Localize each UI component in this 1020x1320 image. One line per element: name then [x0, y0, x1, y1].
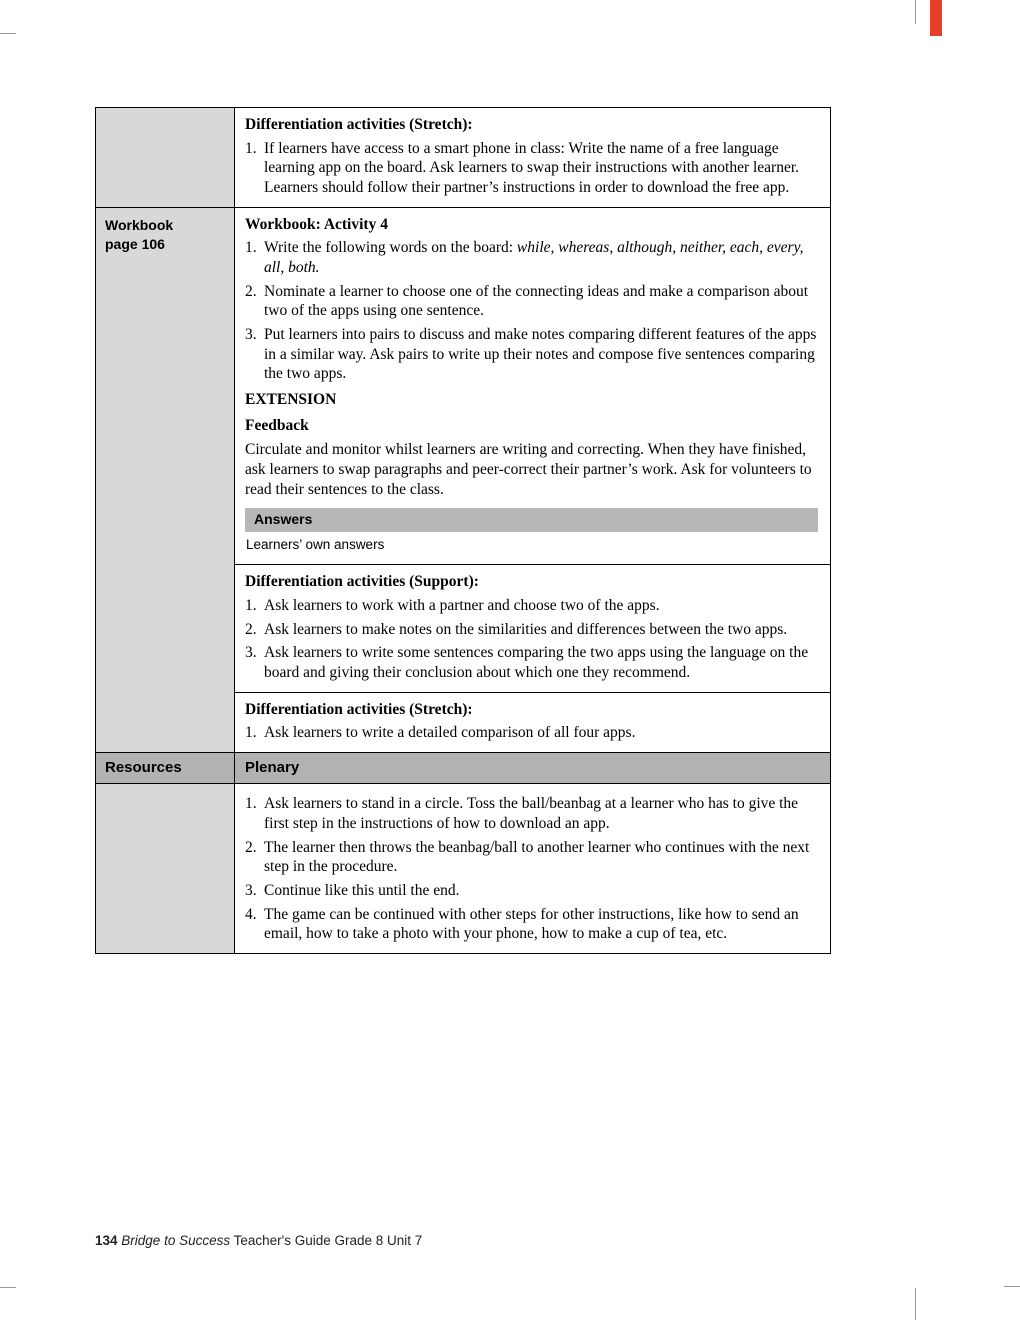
row-section-headers — [96, 752, 830, 783]
feedback-label: Feedback — [245, 416, 309, 434]
activity-main-block — [235, 208, 830, 565]
stretch-top-list — [245, 139, 820, 198]
plenary-list — [245, 794, 820, 944]
list-item: Continue like this until the end. — [264, 881, 460, 899]
crop-mark-bottom-right — [915, 1288, 916, 1320]
row-workbook-activity — [96, 207, 830, 752]
stretch-top-heading: Differentiation activities (Stretch): — [245, 116, 473, 133]
resources-header: Resources — [96, 753, 235, 783]
workbook-activity-cell — [235, 208, 830, 752]
workbook-label-line2: page 106 — [105, 235, 165, 252]
list-item: Put learners into pairs to discuss and make notes comparing different features of the apps in a similar way. Ask pairs to write up their notes and compose five sentences comparing the two apps. — [264, 326, 817, 383]
plenary-header: Plenary — [245, 759, 300, 777]
activity-heading: Workbook: Activity 4 — [245, 215, 388, 233]
support-block — [235, 564, 830, 691]
list-item — [245, 238, 820, 277]
crop-mark-bottom-left — [0, 1287, 16, 1288]
activity-list — [245, 238, 820, 384]
page-footer — [95, 1233, 422, 1248]
stretch-top-cell — [235, 108, 830, 207]
plenary-cell — [235, 784, 830, 953]
guide-title: Teacher's Guide Grade 8 Unit 7 — [233, 1233, 423, 1248]
answers-header-bar: Answers — [245, 508, 818, 532]
list-item: Nominate a learner to choose one of the connecting ideas and make a comparison about two of the apps using one sentence. — [264, 282, 809, 320]
print-color-bar — [930, 0, 942, 36]
crop-mark-bottom-right-h — [1004, 1286, 1020, 1287]
list-item: The game can be continued with other steps for other instructions, like how to send an email, how to take a photo with your phone, how to make a cup of tea, etc. — [264, 905, 799, 943]
support-list — [245, 596, 820, 683]
list-item: Ask learners to make notes on the similarities and differences between the two apps. — [264, 620, 788, 638]
row-plenary — [96, 783, 830, 953]
series-title: Bridge to Success — [121, 1233, 231, 1248]
activity-item1-prefix: Write the following words on the board: — [264, 239, 517, 257]
feedback-paragraph: Circulate and monitor whilst learners are writing and correcting. When they have finished, ask learners to swap paragraphs and peer-correct their partner’s work. Ask for volunteers to read their sentences to the class. — [245, 441, 812, 498]
list-item: Ask learners to write some sentences comparing the two apps using the language on the board and giving their conclusion about which one they recommend. — [264, 644, 809, 682]
list-item: Ask learners to work with a partner and choose two of the apps. — [264, 597, 660, 614]
stretch-bottom-block — [235, 692, 830, 752]
page-number: 134 — [95, 1233, 118, 1248]
support-heading: Differentiation activities (Support): — [245, 573, 479, 591]
list-item: Ask learners to stand in a circle. Toss the ball/beanbag at a learner who has to give the first step in the instructions of how to download an app. — [264, 795, 799, 832]
list-item: Ask learners to write a detailed comparison of all four apps. — [264, 724, 636, 742]
crop-mark-top-right — [915, 0, 916, 24]
workbook-label-line1: Workbook — [105, 216, 174, 233]
list-item: If learners have access to a smart phone in class: Write the name of a free language learning app on the board. Ask learners to swap their instructions with another learner. Learners should follow their partner’s instructions in order to download the free app. — [264, 139, 800, 197]
left-cell-empty-top — [96, 108, 235, 207]
row-differentiation-stretch-top — [96, 108, 830, 207]
activity-item1-words: while, whereas, although, neither, each, every, all, both. — [264, 239, 804, 277]
workbook-page-label — [96, 208, 235, 752]
extension-label: EXTENSION — [245, 391, 337, 409]
stretch-bottom-list — [245, 723, 820, 743]
stretch-bottom-heading: Differentiation activities (Stretch): — [245, 700, 473, 718]
list-item: The learner then throws the beanbag/ball to another learner who continues with the next step in the procedure. — [264, 838, 810, 876]
answers-text: Learners’ own answers — [246, 537, 385, 553]
crop-mark-top-left — [0, 33, 16, 34]
lesson-plan-table — [95, 107, 831, 954]
left-cell-empty-bottom — [96, 784, 235, 953]
